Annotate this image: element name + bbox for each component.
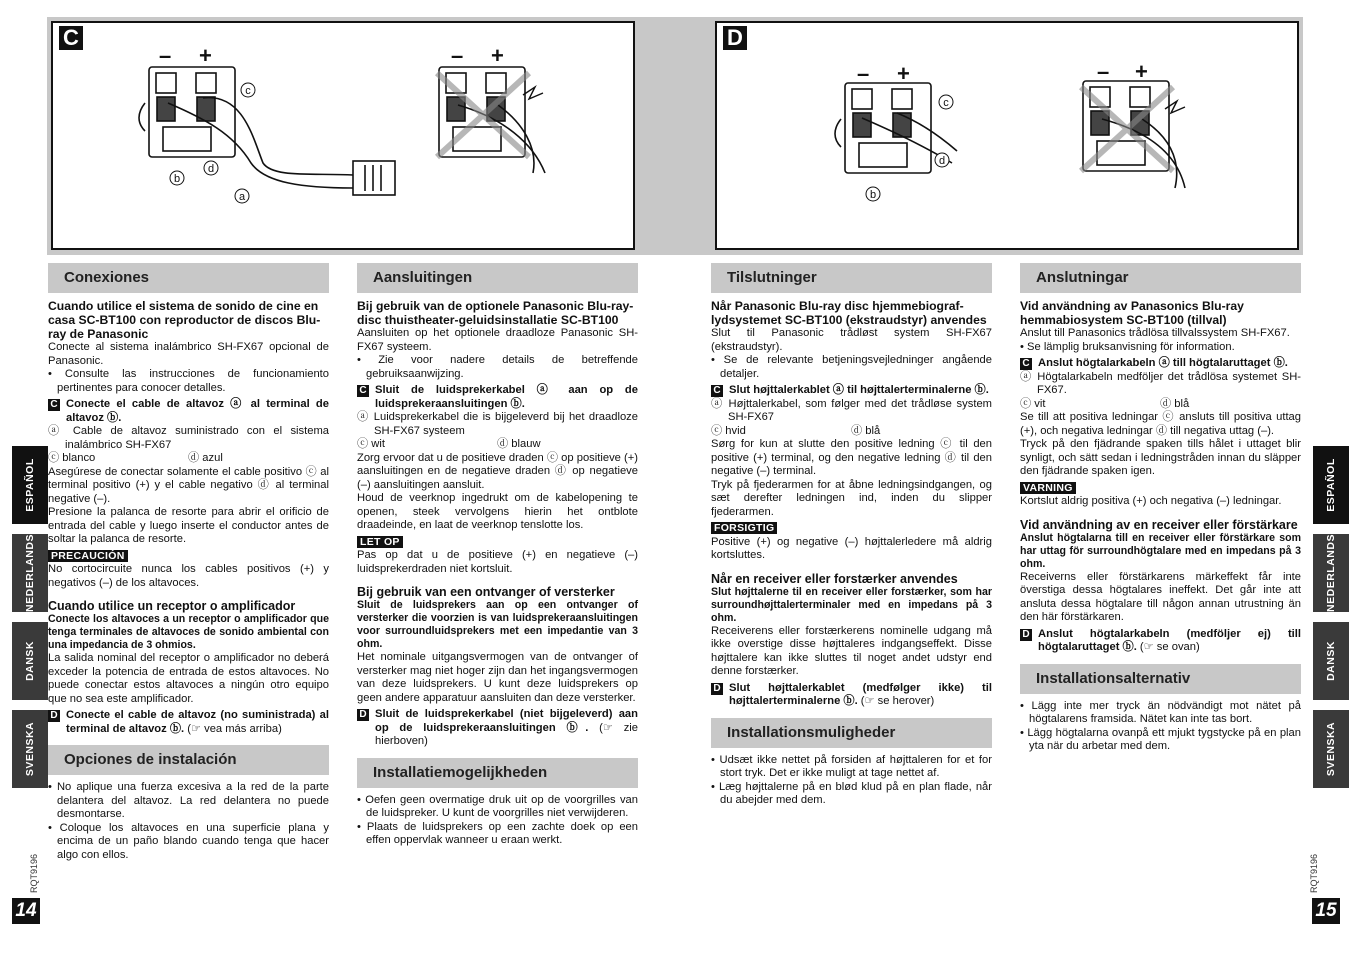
key-c: C	[48, 399, 60, 411]
figure-d	[715, 21, 1299, 250]
heading: Bij gebruik van een ontvanger of versterker	[357, 585, 615, 599]
warning-text: Kortslut aldrig positiva (+) och negativa (–) ledningar.	[1020, 495, 1282, 507]
bullet: • Oefen geen overmatige druk uit op de voorgrilles van de luidspreker. U kunt de voorgrilles niet verwijderen.	[357, 793, 638, 819]
figure-d-drawing	[717, 23, 1297, 248]
page-number-right: 15	[1312, 898, 1340, 924]
tab-svenska-right[interactable]: SVENSKA	[1313, 710, 1349, 788]
color-row: ⓒ wit ⓓ blauw	[357, 438, 541, 450]
paragraph: Asegúrese de conectar solamente el cable positivo ⓒ al terminal positivo (+) y el cable negativo ⓓ al terminal negative (–).	[48, 465, 329, 505]
plus-sign-c2: +	[491, 43, 504, 68]
paragraph: Aansluiten op het optionele draadloze Panasonic SH-FX67 systeem.	[357, 327, 638, 353]
warning-badge: PRECAUCIÓN	[48, 550, 128, 562]
section-title: Opciones de instalación	[48, 745, 329, 775]
bullet: • Zie voor nadere details de betreffende gebruiksaanwijzing.	[357, 354, 638, 380]
paragraph: Houd de veerknop ingedrukt om de kabelopening te openen, steek vervolgens hierin het ontblote draadeinde, en laat de veerknop tenslotte los.	[357, 492, 638, 531]
color-row: ⓒ blanco ⓓ azul	[48, 452, 223, 464]
minus-sign-c2: –	[451, 43, 464, 68]
paragraph: Sørg for kun at slutte den positive ledning ⓒ til den positive (+) terminal, og den negative ledning ⓓ til den negative (–) terminal.	[711, 438, 992, 477]
bold-paragraph: Conecte los altavoces a un receptor o amplificador que tenga terminales de altavoces de sonido ambiental con una impedancia de 3 ohmios.	[48, 613, 329, 651]
label-b-fig-c: b	[173, 173, 181, 185]
color-row: ⓒ vit ⓓ blå	[1020, 397, 1190, 410]
item-a: ⓐ Højttalerkabel, som følger med det trådløse system SH-FX67	[711, 397, 992, 423]
step-d: D Conecte el cable de altavoz (no suministrada) al terminal de altavoz ⓑ. (☞ vea más arriba)	[48, 709, 329, 736]
label-a-fig-c: a	[238, 191, 246, 203]
minus-sign-d2: –	[1097, 59, 1110, 84]
key-d: D	[1020, 629, 1032, 641]
tab-dansk-left[interactable]: DANSK	[12, 622, 48, 700]
section-title: Installationsalternativ	[1020, 664, 1301, 694]
bold-paragraph: Slut højttalerne til en receiver eller forstærker, som har surroundhøjttalerterminaler med en impedans på 3 ohm.	[711, 585, 992, 624]
item-a: ⓐ Luidsprekerkabel die is bijgeleverd bij het draadloze SH-FX67 systeem	[357, 411, 638, 437]
paragraph: Receiverns eller förstärkarens märkeffekt får inte överstiga dessa högtalares ineffekt. Det går inte att ansluta dessa högtalare till någon annan utrustning än den här förstärkaren.	[1020, 570, 1301, 623]
key-d: D	[357, 709, 369, 721]
bullet: • Lägg högtalarna ovanpå ett mjukt tygstycke på en plan yta när du arbetar med dem.	[1020, 726, 1301, 752]
label-d-fig-d: d	[938, 155, 946, 167]
color-row: ⓒ hvid ⓓ blå	[711, 424, 881, 437]
paragraph: Receiverens eller forstærkerens nominelle udgang må ikke overstige disse højttaleres indgangseffekt. Disse højttalere kan ikke sluttes til noget andet udstyr end denne forstærker.	[711, 624, 992, 677]
warning-text: No cortocircuite nunca los cables positivos (+) y negativos (–) de los altavoces.	[48, 563, 329, 589]
paragraph: Se till att positiva ledningar ⓒ ansluts till positiva uttag (+), och negativa ledningar ⓓ till negativa uttag (–).	[1020, 411, 1301, 437]
label-c-fig-d: c	[943, 97, 949, 109]
step-c: C Sluit de luidsprekerkabel ⓐ aan op de luidsprekeraansluitingen ⓑ.	[357, 384, 638, 411]
heading: Vid användning av Panasonics Blu-ray hemmabiosystem SC-BT100 (tillval)	[1020, 299, 1244, 327]
heading: Når Panasonic Blu-ray disc hjemmebiograf-lydsystemet SC-BT100 (ekstraudstyr) anvendes	[711, 299, 987, 327]
label-c-fig-c: c	[245, 85, 251, 97]
bullet: • Læg højttalerne på en blød klud på en plan flade, når du abejder med dem.	[711, 780, 992, 806]
step-d: D Anslut högtalarkabeln (medföljer ej) till högtalaruttaget ⓑ. (☞ se ovan)	[1020, 628, 1301, 655]
bullet: • Consulte las instrucciones de funcionamiento pertinentes para conocer detalles.	[48, 368, 329, 394]
section-title: Tilslutninger	[711, 263, 992, 293]
column-svenska	[1020, 263, 1301, 754]
tab-svenska-left[interactable]: SVENSKA	[12, 710, 48, 788]
plus-sign-c: +	[199, 43, 212, 68]
minus-sign-d: –	[857, 61, 870, 86]
heading: Cuando utilice el sistema de sonido de cine en casa SC-BT100 con reproductor de discos Blu-ray de Panasonic	[48, 299, 321, 341]
key-d: D	[48, 710, 60, 722]
key-c: C	[711, 385, 723, 397]
warning-badge: VARNING	[1020, 482, 1076, 494]
bullet-list	[48, 781, 329, 862]
warning-badge: LET OP	[357, 536, 403, 548]
heading: Vid användning av en receiver eller förstärkare	[1020, 517, 1298, 532]
figure-c-letter: C	[59, 26, 83, 50]
section-title: Aansluitingen	[357, 263, 638, 293]
paragraph: La salida nominal del receptor o amplificador no deberá exceder la potencia de entrada de estos altavoces. No puede conectar estos altavoces a ningún otro equipo que no sea este amplificador.	[48, 652, 329, 705]
bullet-list	[711, 754, 992, 808]
paragraph: Slut til Panasonic trådløst system SH-FX67 (ekstraudstyr).	[711, 327, 992, 353]
bullet-list	[357, 794, 638, 848]
warning-text: Pas op dat u de positieve (+) en negatieve (–) luidsprekerdraden niet kortsluit.	[357, 549, 638, 575]
bullet: • Lägg inte mer tryck än nödvändigt mot nätet på högtalarens framsida. Nätet kan inte tas bort.	[1020, 699, 1301, 725]
tab-nederlands-right[interactable]: NEDERLANDS	[1313, 534, 1349, 612]
step-c: C Slut højttalerkablet ⓐ til højttalerterminalerne ⓑ.	[711, 384, 992, 398]
plus-sign-d2: +	[1135, 59, 1148, 84]
page-number-left: 14	[12, 898, 40, 924]
minus-sign-c: –	[159, 43, 172, 68]
section-title: Anslutningar	[1020, 263, 1301, 293]
step-c: C Anslut högtalarkabeln ⓐ till högtalaruttaget ⓑ.	[1020, 357, 1301, 371]
bold-paragraph: Anslut högtalarna till en receiver eller förstärkare som har uttag för surroundhögtalare med en impedans på 3 ohm.	[1020, 531, 1301, 570]
plus-sign-d: +	[897, 61, 910, 86]
paragraph: Tryk på fjederarmen for at åbne ledningsindgangen, og sæt derefter ledningen ind, inden du slipper fjederarmen.	[711, 478, 992, 518]
key-d: D	[711, 683, 723, 695]
paragraph: Tryck på den fjädrande spaken tills hålet i uttaget blir synligt, och sätt sedan i ledningstråden innan du släpper den fjädrande spaken igen.	[1020, 438, 1301, 477]
figure-c-drawing	[53, 23, 633, 248]
tab-espanol-right[interactable]: ESPAÑOL	[1313, 446, 1349, 524]
tab-espanol-left[interactable]: ESPAÑOL	[12, 446, 48, 524]
heading: Når en receiver eller forstærker anvendes	[711, 571, 958, 586]
item-a: ⓐ Högtalarkabeln medföljer det trådlösa systemet SH-FX67.	[1020, 370, 1301, 396]
doc-code-right: RQT9196	[1309, 853, 1319, 893]
step-d: D Sluit de luidsprekerkabel (niet bijgeleverd) aan op de luidsprekeraansluitingen ⓑ. (☞ zie hierboven)	[357, 708, 638, 749]
label-b-fig-d: b	[869, 189, 877, 201]
item-a: ⓐ Cable de altavoz suministrado con el sistema inalámbrico SH-FX67	[48, 425, 329, 451]
figure-d-letter: D	[723, 26, 747, 50]
paragraph: Anslut till Panasonics trådlösa tillvalssystem SH-FX67.	[1020, 327, 1290, 339]
bold-paragraph: Sluit de luidsprekers aan op een ontvanger of versterker die voorzien is van luidsprekeraansluitingen voor surroundluidsprekers met een impedantie van 3 ohm.	[357, 599, 638, 650]
bullet-list	[1020, 700, 1301, 754]
paragraph: Zorg ervoor dat u de positieve draden ⓒ op positieve (+) aansluitingen en de negatieve draden ⓓ op negatieve (–) aansluitingen aansluit.	[357, 451, 638, 491]
paragraph: Conecte al sistema inalámbrico SH-FX67 opcional de Panasonic.	[48, 341, 329, 367]
tab-dansk-right[interactable]: DANSK	[1313, 622, 1349, 700]
paragraph: Het nominale uitgangsvermogen van de ontvanger of versterker mag niet hoger zijn dan het ingangsvermogen van deze luidsprekers. U kunt deze luidsprekers op geen andere apparatuur aansluiten dan deze versterker.	[357, 651, 638, 704]
section-title: Installatiemogelijkheden	[357, 758, 638, 788]
bullet: • Udsæt ikke nettet på forsiden af højttaleren for et for stort tryk. Det er ikke muligt at tage nettet af.	[711, 753, 992, 779]
warning-badge: FORSIGTIG	[711, 522, 777, 534]
step-d: D Slut højttalerkablet (medfølger ikke) til højttalerterminalerne ⓑ. (☞ se herover)	[711, 682, 992, 709]
bullet: • Se lämplig bruksanvisning för information.	[1020, 340, 1235, 353]
step-c: C Conecte el cable de altavoz ⓐ al terminal de altavoz ⓑ.	[48, 398, 329, 425]
doc-code-left: RQT9196	[29, 853, 39, 893]
heading: Cuando utilice un receptor o amplificador	[48, 599, 296, 613]
bullet: • Se de relevante betjeningsvejledninger angående detaljer.	[711, 354, 992, 380]
column-espanol	[48, 263, 329, 862]
bullet: • No aplique una fuerza excesiva a la red de la parte delantera del altavoz. La red delantera no puede desmontarse.	[48, 781, 329, 820]
section-title: Installationsmuligheder	[711, 718, 992, 748]
column-dansk	[711, 263, 992, 808]
section-title: Conexiones	[48, 263, 329, 293]
column-nederlands	[357, 263, 638, 848]
paragraph: Presione la palanca de resorte para abrir el orificio de entrada del cable y luego inserte el conductor antes de soltar la palanca de resorte.	[48, 506, 329, 545]
speaker-cable-c	[203, 98, 353, 175]
key-c: C	[1020, 358, 1032, 370]
bullet: • Coloque los altavoces en una superficie plana y encima de un paño blando cuando tenga que hacer algo con ellos.	[48, 821, 329, 861]
label-d-fig-c: d	[207, 163, 215, 175]
figure-c	[51, 21, 635, 250]
key-c: C	[357, 385, 369, 397]
heading: Bij gebruik van de optionele Panasonic Blu-ray-disc thuistheater-geluidsinstallatie SC-BT100	[357, 299, 634, 327]
warning-text: Positive (+) og negative (–) højttalerledere må aldrig kortsluttes.	[711, 535, 992, 561]
bullet: • Plaats de luidsprekers op een zachte doek op een effen oppervlak wanneer u eraan werkt.	[357, 820, 638, 846]
tab-nederlands-left[interactable]: NEDERLANDS	[12, 534, 48, 612]
